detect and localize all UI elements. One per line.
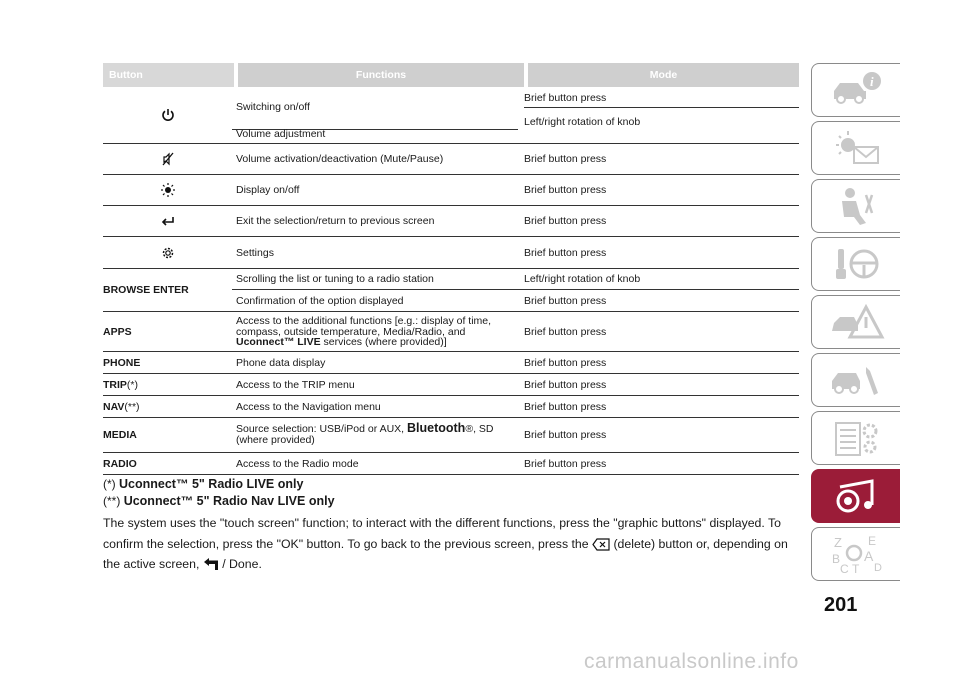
phone-fn: Phone data display (236, 356, 326, 369)
table-row-mute (103, 144, 799, 175)
table-row-nav (103, 396, 799, 418)
power-fn-1: Switching on/off (236, 101, 310, 113)
settings-mode: Brief button press (524, 246, 607, 259)
browse-mode-2: Brief button press (524, 294, 607, 307)
para-line2a: confirm the selection, press the "OK" button. To go back to the previous screen, press the (103, 536, 593, 551)
delete-icon (592, 538, 610, 551)
technical-data-icon (826, 417, 886, 459)
media-mode: Brief button press (524, 429, 607, 441)
table-row-back (103, 206, 799, 237)
svg-text:Z: Z (834, 535, 842, 550)
watermark: carmanualsonline.info (584, 650, 799, 673)
car-info-icon (826, 69, 886, 111)
table-row-trip (103, 374, 799, 396)
media-fn-line2: (where provided) (236, 434, 315, 446)
display-mode: Brief button press (524, 184, 607, 196)
display-fn: Display on/off (236, 184, 300, 196)
media-fn-bold: Bluetooth (407, 421, 466, 435)
mute-fn: Volume activation/deactivation (Mute/Pause) (236, 153, 444, 165)
note1-mark: (*) (103, 477, 116, 491)
mute-icon (160, 151, 176, 167)
tab-index[interactable] (811, 527, 900, 581)
tab-warning-lights[interactable] (811, 121, 900, 175)
svg-text:D: D (874, 562, 882, 574)
note2-text: Uconnect™ 5" Radio Nav LIVE only (123, 494, 335, 508)
nav-mode: Brief button press (524, 400, 607, 413)
para-line3a: the active screen, (103, 557, 203, 571)
trip-mode: Brief button press (524, 378, 607, 391)
svg-text:C: C (840, 562, 849, 575)
apps-label: APPS (103, 325, 132, 338)
nav-note: (**) (124, 400, 140, 413)
table-row-power (103, 87, 799, 144)
apps-mode: Brief button press (524, 325, 607, 338)
svg-text:B: B (832, 552, 841, 566)
settings-icon (160, 245, 176, 261)
table-row-browse (103, 269, 799, 312)
multimedia-icon (826, 475, 886, 517)
tab-maintenance[interactable] (811, 353, 900, 407)
warning-light-icon (826, 127, 886, 169)
power-mode-1: Brief button press (524, 87, 799, 108)
back-fn: Exit the selection/return to previous screen (236, 215, 435, 227)
tab-multimedia[interactable] (811, 469, 900, 523)
display-icon (160, 182, 176, 198)
index-icon (826, 533, 886, 575)
para-line3b: / Done. (218, 557, 262, 571)
button-cell (103, 87, 232, 143)
apps-fn-tail: services (where provided)] (320, 336, 447, 348)
svg-text:T: T (852, 562, 860, 575)
page-number: 201 (824, 594, 858, 616)
back-mode: Brief button press (524, 215, 607, 227)
browse-mode-1: Left/right rotation of knob (524, 273, 641, 285)
controls-table (103, 63, 799, 475)
table-row-display (103, 175, 799, 206)
table-row-phone (103, 352, 799, 374)
seat-airbag-icon (826, 185, 886, 227)
browse-fn-2: Confirmation of the option displayed (236, 294, 404, 307)
tab-emergency[interactable] (811, 295, 900, 349)
svg-text:E: E (868, 534, 877, 548)
browse-label: BROWSE ENTER (103, 284, 189, 296)
trip-label: TRIP (103, 378, 127, 391)
svg-text:i: i (870, 74, 874, 89)
phone-mode: Brief button press (524, 356, 607, 369)
nav-fn: Access to the Navigation menu (236, 400, 381, 413)
tab-car-info[interactable] (811, 63, 900, 117)
table-row-radio (103, 453, 799, 475)
tab-safety[interactable] (811, 179, 900, 233)
apps-fn-bold: Uconnect™ LIVE (236, 336, 321, 348)
media-fn-tail: ®, SD (465, 423, 494, 435)
tab-starting-driving[interactable] (811, 237, 900, 291)
power-mode-2: Left/right rotation of knob (524, 116, 641, 128)
mute-mode: Brief button press (524, 153, 607, 165)
trip-fn: Access to the TRIP menu (236, 378, 355, 391)
settings-fn: Settings (236, 246, 274, 259)
note2-mark: (**) (103, 494, 121, 508)
footnotes (103, 476, 803, 510)
phone-label: PHONE (103, 356, 141, 369)
apps-fn-line1: Access to the additional functions [e.g.: display of time, (236, 315, 492, 327)
power-icon (160, 107, 176, 123)
trip-note: (*) (126, 378, 139, 391)
steering-key-icon (826, 243, 886, 285)
header-button: Button (103, 63, 234, 87)
svg-text:A: A (864, 548, 874, 564)
apps-fn-line2: compass, outside temperature, Media/Radio, and (236, 325, 466, 338)
table-row-apps (103, 312, 799, 352)
header-functions: Functions (238, 63, 524, 87)
para-line1: The system uses the "touch screen" function; to interact with the different functions, press the "graphic buttons" displayed. To (103, 516, 781, 530)
chapter-tabs (811, 63, 900, 585)
media-label: MEDIA (103, 429, 137, 441)
table-row-media (103, 418, 799, 453)
para-line2b: (delete) button or, depending on (610, 536, 788, 551)
table-header (103, 63, 799, 87)
media-fn-line1: Source selection: USB/iPod or AUX, (236, 423, 407, 435)
browse-fn-1: Scrolling the list or tuning to a radio station (236, 273, 434, 285)
note1-text: Uconnect™ 5" Radio LIVE only (119, 477, 304, 491)
tab-technical-data[interactable] (811, 411, 900, 465)
radio-mode: Brief button press (524, 457, 607, 470)
back-icon (160, 213, 176, 229)
body-paragraph (103, 513, 803, 575)
emergency-icon (826, 301, 886, 343)
nav-label: NAV (103, 400, 125, 413)
radio-label: RADIO (103, 457, 137, 470)
radio-fn: Access to the Radio mode (236, 457, 359, 470)
maintenance-icon (826, 359, 886, 401)
table-row-settings (103, 237, 799, 269)
header-mode: Mode (528, 63, 799, 87)
power-fn-2: Volume adjustment (236, 128, 326, 140)
back-arrow-icon (203, 558, 219, 571)
